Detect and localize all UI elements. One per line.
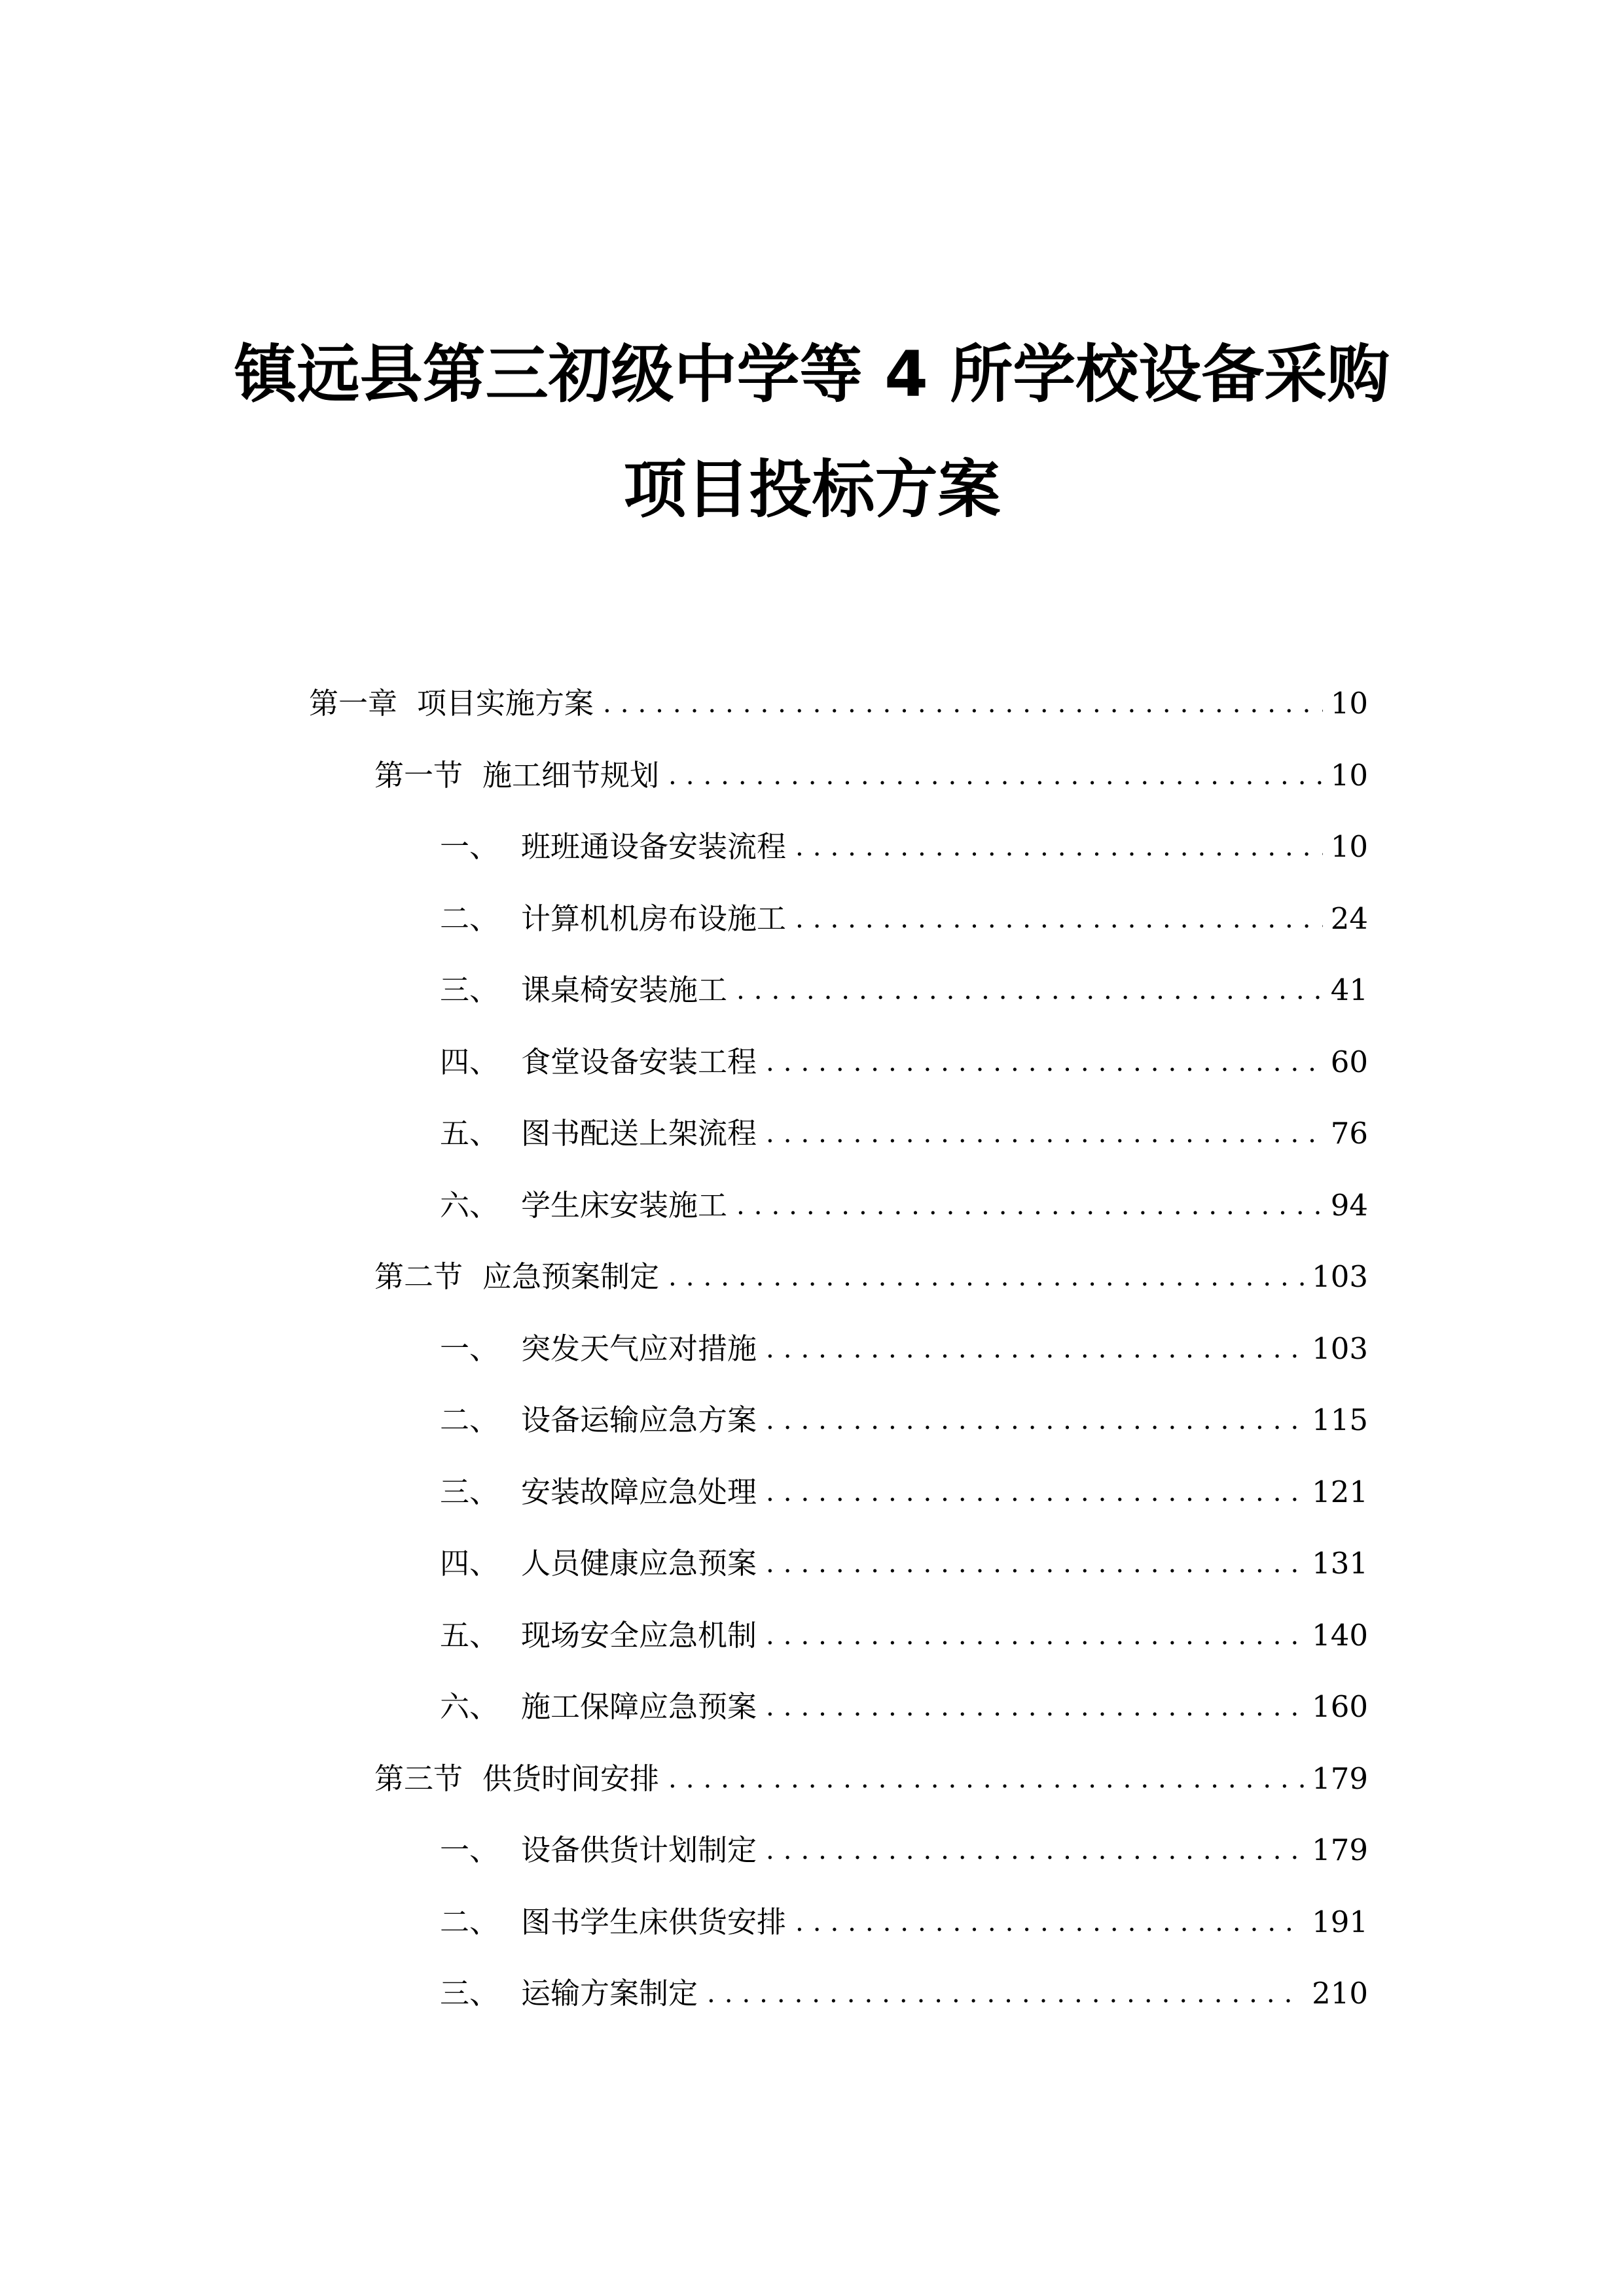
toc-entry[interactable]	[440, 1899, 1368, 1945]
toc-entry-number: 一、	[440, 829, 499, 864]
toc-entry-page-number: 179	[1312, 1761, 1368, 1796]
toc-entry[interactable]	[374, 753, 1368, 798]
toc-entry-page-number: 41	[1330, 973, 1368, 1007]
toc-entry-number: 四、	[440, 1044, 499, 1079]
toc-dot-leader	[766, 1684, 1304, 1730]
toc-dot-leader	[668, 1254, 1304, 1300]
toc-entry-title: 班班通设备安装流程	[521, 829, 787, 864]
toc-dot-leader	[766, 1469, 1304, 1515]
toc-entry-page-number: 179	[1312, 1833, 1368, 1867]
toc-entry-title: 学生床安装施工	[521, 1187, 728, 1223]
toc-entry[interactable]	[440, 1469, 1368, 1515]
toc-entry-title: 计算机机房布设施工	[521, 901, 787, 936]
toc-entry[interactable]	[440, 967, 1368, 1013]
toc-entry[interactable]	[440, 896, 1368, 942]
toc-entry-number: 第三节	[374, 1761, 463, 1796]
toc-dot-leader	[766, 1541, 1304, 1587]
toc-entry-page-number: 24	[1330, 901, 1368, 936]
toc-entry-page-number: 60	[1330, 1044, 1368, 1079]
toc-entry-title: 设备运输应急方案	[521, 1403, 757, 1437]
toc-entry-title: 安装故障应急处理	[521, 1474, 757, 1509]
toc-dot-leader	[795, 824, 1323, 870]
toc-entry-page-number: 103	[1312, 1259, 1368, 1294]
toc-entry-number: 二、	[440, 1904, 499, 1939]
toc-entry-title: 设备供货计划制定	[521, 1833, 757, 1867]
toc-entry-page-number: 103	[1312, 1331, 1368, 1366]
toc-entry[interactable]	[309, 681, 1368, 726]
toc-entry-number: 第一节	[374, 757, 463, 793]
toc-entry[interactable]	[440, 1613, 1368, 1659]
toc-entry-number: 五、	[440, 1116, 499, 1151]
toc-entry[interactable]	[440, 1039, 1368, 1085]
toc-entry[interactable]	[440, 1541, 1368, 1587]
toc-dot-leader	[795, 896, 1323, 942]
document-title-line-2: 项目投标方案	[623, 453, 1001, 526]
toc-entry[interactable]	[374, 1756, 1368, 1802]
toc-entry-title: 应急预案制定	[482, 1259, 660, 1294]
toc-entry-number: 六、	[440, 1689, 499, 1724]
toc-entry-page-number: 10	[1330, 686, 1368, 721]
toc-entry-page-number: 160	[1312, 1689, 1368, 1724]
toc-entry[interactable]	[440, 1684, 1368, 1730]
toc-dot-leader	[766, 1827, 1304, 1873]
toc-entry-title: 食堂设备安装工程	[521, 1044, 757, 1079]
toc-entry-title: 图书配送上架流程	[521, 1116, 757, 1151]
toc-entry-number: 三、	[440, 1976, 499, 2011]
toc-entry-title: 施工细节规划	[482, 757, 660, 793]
toc-entry-title: 人员健康应急预案	[521, 1546, 757, 1581]
toc-dot-leader	[766, 1039, 1323, 1085]
toc-entry-page-number: 131	[1312, 1546, 1368, 1581]
toc-entry-title: 现场安全应急机制	[521, 1617, 757, 1653]
toc-entry-number: 第一章	[309, 686, 398, 721]
toc-entry-page-number: 140	[1312, 1617, 1368, 1653]
toc-entry[interactable]	[440, 1326, 1368, 1372]
toc-entry-number: 三、	[440, 1474, 499, 1509]
toc-dot-leader	[766, 1111, 1323, 1157]
toc-entry[interactable]	[440, 1971, 1368, 2017]
toc-dot-leader	[766, 1397, 1304, 1443]
toc-entry-title: 图书学生床供货安排	[521, 1904, 787, 1939]
toc-dot-leader	[668, 753, 1323, 798]
toc-entry-number: 一、	[440, 1833, 499, 1867]
toc-dot-leader	[603, 681, 1323, 726]
toc-entry-number: 六、	[440, 1187, 499, 1223]
toc-dot-leader	[736, 1183, 1323, 1229]
toc-dot-leader	[766, 1613, 1304, 1659]
toc-dot-leader	[795, 1899, 1304, 1945]
toc-entry[interactable]	[440, 1183, 1368, 1229]
toc-entry-page-number: 210	[1312, 1976, 1368, 2011]
toc-entry-title: 施工保障应急预案	[521, 1689, 757, 1724]
toc-entry-number: 第二节	[374, 1259, 463, 1294]
toc-dot-leader	[707, 1971, 1304, 2017]
toc-entry-title: 供货时间安排	[482, 1761, 660, 1796]
toc-entry-number: 四、	[440, 1546, 499, 1581]
toc-entry-title: 项目实施方案	[417, 686, 594, 721]
toc-entry[interactable]	[440, 1397, 1368, 1443]
toc-entry-page-number: 121	[1312, 1474, 1368, 1509]
toc-entry-page-number: 10	[1330, 829, 1368, 864]
toc-dot-leader	[766, 1326, 1304, 1372]
toc-entry-number: 二、	[440, 1403, 499, 1437]
toc-entry[interactable]	[440, 824, 1368, 870]
toc-entry-number: 二、	[440, 901, 499, 936]
toc-entry-title: 突发天气应对措施	[521, 1331, 757, 1366]
toc-entry-page-number: 76	[1330, 1116, 1368, 1151]
toc-dot-leader	[736, 967, 1323, 1013]
toc-entry[interactable]	[374, 1254, 1368, 1300]
toc-entry-number: 三、	[440, 973, 499, 1007]
toc-entry-page-number: 10	[1330, 757, 1368, 793]
toc-entry-title: 运输方案制定	[521, 1976, 698, 2011]
toc-entry-number: 五、	[440, 1617, 499, 1653]
toc-entry-page-number: 191	[1312, 1904, 1368, 1939]
toc-entry[interactable]	[440, 1827, 1368, 1873]
document-title-line-1: 镇远县第三初级中学等 4 所学校设备采购	[234, 338, 1390, 411]
toc-entry-page-number: 94	[1330, 1187, 1368, 1223]
toc-entry[interactable]	[440, 1111, 1368, 1157]
toc-entry-page-number: 115	[1312, 1403, 1368, 1437]
toc-dot-leader	[668, 1756, 1304, 1802]
toc-entry-title: 课桌椅安装施工	[521, 973, 728, 1007]
toc-entry-number: 一、	[440, 1331, 499, 1366]
